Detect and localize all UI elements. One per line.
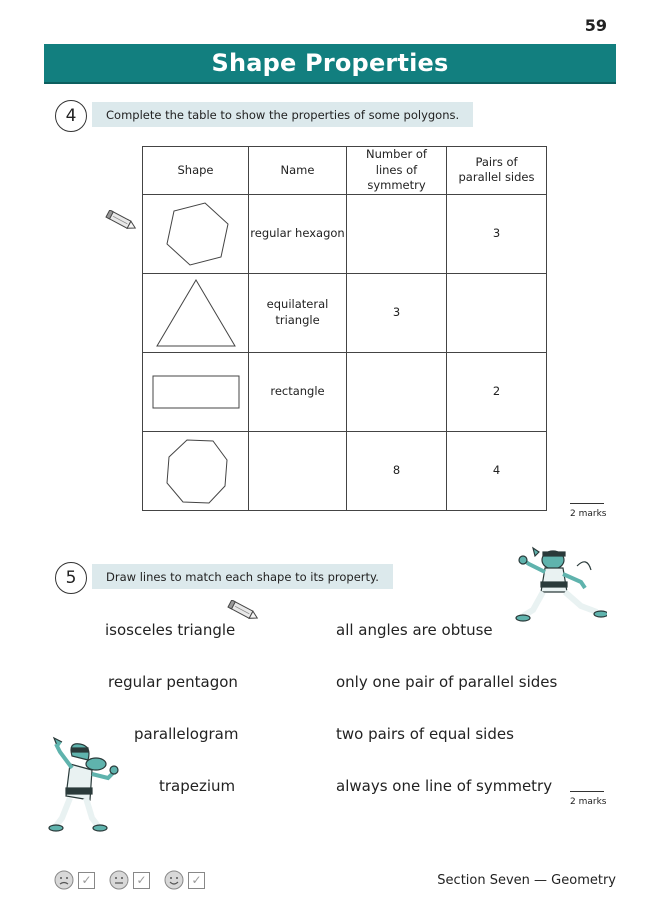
ninja-character-icon [515,546,607,628]
shape-cell [143,273,249,352]
q4-marks: 2 marks [570,503,606,519]
octagon-shape [160,435,232,507]
pencil-icon [226,600,262,622]
pairs-cell: 3 [447,194,547,273]
question-4-instruction: Complete the table to show the properties of some polygons. [92,102,473,127]
name-cell: rectangle [249,352,347,431]
table-header-row [143,147,547,195]
name-cell[interactable] [249,431,347,510]
face-group [164,870,205,890]
triangle-shape [151,276,241,350]
properties-table [142,146,547,511]
page-number: 59 [584,16,607,35]
neutral-face-icon[interactable] [109,870,129,890]
match-shape-item[interactable]: isosceles triangle [105,621,236,639]
match-property-item[interactable]: only one pair of parallel sides [336,673,558,691]
match-shape-item[interactable]: trapezium [159,777,236,795]
face-group [109,870,150,890]
pairs-cell: 4 [447,431,547,510]
title-bar [44,44,616,84]
name-cell: equilateral triangle [249,273,347,352]
q5-marks: 2 marks [570,791,606,807]
happy-face-icon[interactable] [164,870,184,890]
match-shape-item[interactable]: regular pentagon [108,673,238,691]
lines-cell[interactable] [347,194,447,273]
header-lines-of-symmetry: Number of lines of symmetry [347,147,447,195]
self-assessment-faces [54,870,205,890]
shape-cell [143,194,249,273]
hexagon-shape [156,197,236,271]
question-4-number: 4 [55,100,87,132]
checkbox[interactable]: ✓ [78,872,95,889]
shape-cell [143,352,249,431]
lines-cell[interactable] [347,352,447,431]
match-property-item[interactable]: all angles are obtuse [336,621,493,639]
header-name: Name [249,147,347,195]
pencil-icon [104,210,140,232]
karate-character-icon [48,734,122,834]
checkbox[interactable]: ✓ [133,872,150,889]
pairs-cell: 2 [447,352,547,431]
lines-cell: 8 [347,431,447,510]
question-5-instruction: Draw lines to match each shape to its property. [92,564,393,589]
header-pairs-parallel-sides: Pairs of parallel sides [447,147,547,195]
sad-face-icon[interactable] [54,870,74,890]
table-row [143,273,547,352]
face-group [54,870,95,890]
table-row [143,352,547,431]
section-footer: Section Seven — Geometry [437,873,616,888]
match-property-item[interactable]: always one line of symmetry [336,777,553,795]
checkbox[interactable]: ✓ [188,872,205,889]
match-shape-item[interactable]: parallelogram [134,725,239,743]
table-row [143,194,547,273]
name-cell: regular hexagon [249,194,347,273]
rectangle-shape [151,374,241,410]
page-title: Shape Properties [211,49,449,77]
match-property-item[interactable]: two pairs of equal sides [336,725,514,743]
question-5-number: 5 [55,562,87,594]
table-row [143,431,547,510]
header-shape: Shape [143,147,249,195]
shape-cell [143,431,249,510]
lines-cell: 3 [347,273,447,352]
pairs-cell[interactable] [447,273,547,352]
